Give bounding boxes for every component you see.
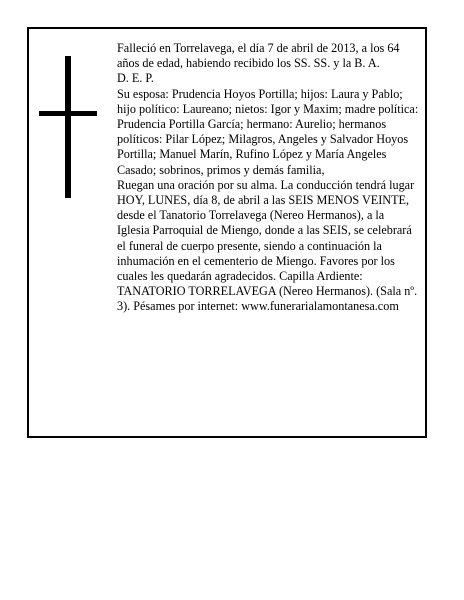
rest-in-peace: D. E. P. bbox=[117, 71, 154, 86]
obituary-text bbox=[117, 41, 419, 315]
family-list: Su esposa: Prudencia Hoyos Portilla; hijos: Laura y Pablo; hijo político: Laureano; nietos: Igor y Maxim; madre política: Prudencia Portilla García; hermano: Aurelio; hermanos políticos: Pilar López; Milagros, Angeles y Salvador Hoyos Portilla; Manuel Marín, Rufino López y María Angeles Casado; sobrinos, primos y demás familia, bbox=[117, 86, 419, 177]
death-announcement: Falleció en Torrelavega, el día 7 de abril de 2013, a los 64 años de edad, habiendo recibido los SS. SS. y la B. A. bbox=[117, 41, 400, 71]
cross-vertical-bar bbox=[65, 56, 71, 198]
obituary-notice bbox=[27, 27, 427, 438]
latin-cross-icon bbox=[39, 56, 97, 198]
funeral-details: Ruegan una oración por su alma. La conducción tendrá lugar HOY, LUNES, día 8, de abril a las SEIS MENOS VEINTE, desde el Tanatorio Torrelavega (Nereo Hermanos), a la Iglesia Parroquial de Miengo, donde a las SEIS, se celebrará el funeral de cuerpo presente, siendo a continuación la inhumación en el cementerio de Miengo. Favores por los cuales les quedarán agradecidos. Capilla Ardiente: TANATORIO TORRELAVEGA (Nereo Hermanos). (Sala nº. 3). Pésames por internet: www.funerarialamontanesa.com bbox=[117, 177, 418, 314]
cross-horizontal-bar bbox=[39, 111, 97, 116]
